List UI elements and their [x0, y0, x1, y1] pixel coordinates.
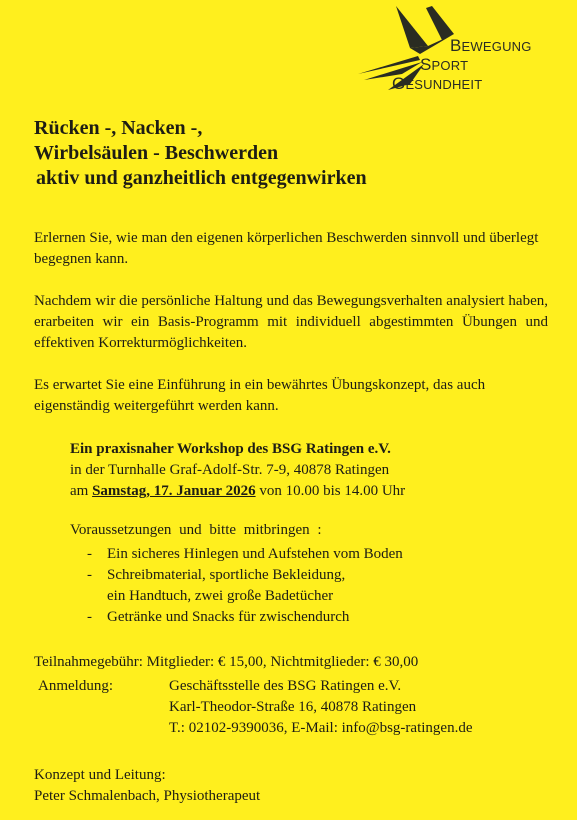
workshop-time: von 10.00 bis 14.00 Uhr [255, 483, 406, 499]
list-dash: - [87, 567, 92, 583]
requirement-continuation: ein Handtuch, zwei große Badetücher [107, 588, 334, 604]
registration-contact: T.: 02102-9390036, E-Mail: info@bsg-ratingen.de [169, 720, 473, 736]
registration-address [169, 676, 472, 739]
headline-line-1: Rücken -, Nacken -, [34, 117, 203, 139]
workshop-date: Samstag, 17. Januar 2026 [92, 483, 256, 499]
headline-line-3: aktiv und ganzheitlich entgegenwirken [36, 167, 367, 189]
list-dash: - [87, 609, 92, 625]
list-item [70, 544, 403, 565]
workshop-date-line [70, 481, 405, 502]
intro-paragraph-2: Nachdem wir die persönliche Haltung und das Bewegungsverhalten analysiert haben, erarbeiten wir ein Basis-Programm mit individuell abgestimmten Übungen und effektiven Korrekturmöglichkeiten. [34, 293, 548, 351]
date-prefix: am [70, 483, 93, 499]
workshop-location: in der Turnhalle Graf-Adolf-Str. 7-9, 40878 Ratingen [70, 462, 390, 478]
registration-office: Geschäftsstelle des BSG Ratingen e.V. [169, 678, 402, 694]
list-dash: - [87, 546, 92, 562]
registration-street: Karl-Theodor-Straße 16, 40878 Ratingen [169, 699, 417, 715]
list-item [70, 565, 403, 586]
logo-word-bewegung: BEWEGUNG [450, 36, 532, 55]
intro-paragraph-1: Erlernen Sie, wie man den eigenen körperlichen Beschwerden sinnvoll und überlegt begegnen kann. [34, 230, 539, 267]
requirements [70, 520, 403, 628]
requirement-text: Schreibmaterial, sportliche Bekleidung, [107, 567, 346, 583]
bsg-logo [358, 4, 558, 100]
lead-name: Peter Schmalenbach, Physiotherapeut [34, 788, 261, 804]
logo-word-sport: SPORT [420, 55, 469, 74]
registration-label: Anmeldung: [38, 678, 113, 694]
participation-fee: Teilnahmegebühr: Mitglieder: € 15,00, Nichtmitglieder: € 30,00 [34, 654, 419, 670]
workshop-info [70, 439, 405, 502]
logo-word-gesundheit: GESUNDHEIT [392, 74, 483, 93]
requirement-text: Getränke und Snacks für zwischendurch [107, 609, 350, 625]
headline-line-2: Wirbelsäulen - Beschwerden [34, 142, 279, 164]
concept-and-lead [34, 765, 260, 807]
headline [34, 116, 554, 191]
requirements-heading: Voraussetzungen und bitte mitbringen : [70, 522, 322, 538]
workshop-title: Ein praxisnaher Workshop des BSG Ratingen e.V. [70, 441, 391, 457]
requirement-text: Ein sicheres Hinlegen und Aufstehen vom Boden [107, 546, 403, 562]
list-item [70, 607, 403, 628]
lead-label: Konzept und Leitung: [34, 767, 166, 783]
intro-paragraph-3: Es erwartet Sie eine Einführung in ein bewährtes Übungskonzept, das auch eigenständig weitergeführt werden kann. [34, 377, 486, 414]
